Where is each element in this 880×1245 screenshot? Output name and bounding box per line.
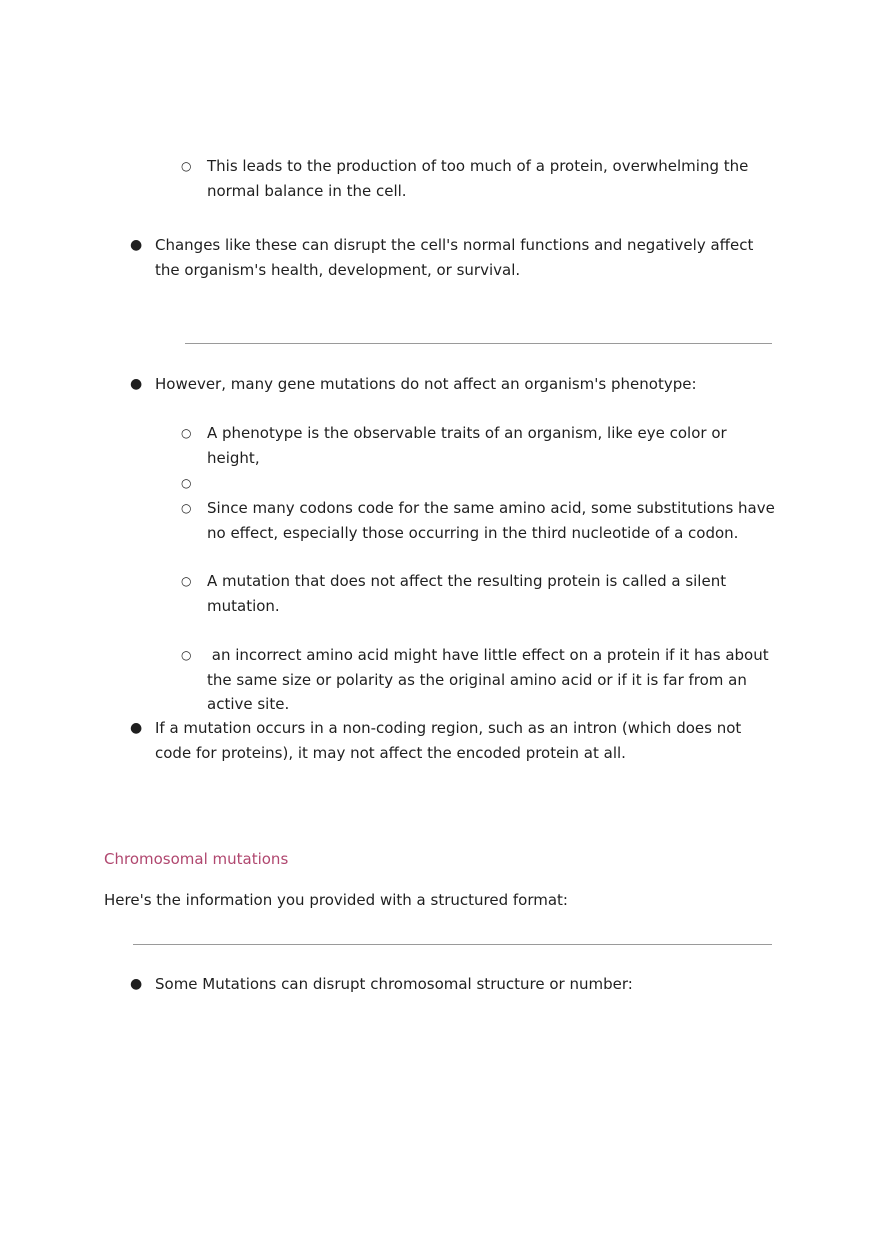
hollow-bullet-icon: ○ <box>181 648 192 662</box>
list-item-text: Changes like these can disrupt the cell's normal functions and negatively affect the organism's health, development, or survival. <box>155 236 754 279</box>
hollow-bullet-icon: ○ <box>181 426 192 440</box>
hollow-bullet-icon: ○ <box>181 501 192 515</box>
hollow-bullet-icon: ○ <box>181 159 192 173</box>
list-item-text: an incorrect amino acid might have little effect on a protein if it has about the same size or polarity as the original amino acid or if it is far from an active site. <box>207 646 774 713</box>
hollow-bullet-icon: ○ <box>181 574 192 588</box>
horizontal-divider <box>133 944 772 945</box>
filled-bullet-icon: ● <box>130 976 143 992</box>
section-heading: Chromosomal mutations <box>104 850 289 868</box>
list-item-text: Some Mutations can disrupt chromosomal structure or number: <box>155 975 633 993</box>
list-item-text: Since many codons code for the same amino acid, some substitutions have no effect, especially those occurring in the third nucleotide of a codon. <box>207 499 775 542</box>
filled-bullet-icon: ● <box>130 237 143 253</box>
list-item-text: A phenotype is the observable traits of an organism, like eye color or height, <box>207 424 727 467</box>
paragraph: Here's the information you provided with a structured format: <box>104 891 568 909</box>
list-item-text: A mutation that does not affect the resulting protein is called a silent mutation. <box>207 572 727 615</box>
hollow-bullet-icon: ○ <box>181 476 192 490</box>
list-item-text: However, many gene mutations do not affect an organism's phenotype: <box>155 375 697 393</box>
list-item-text: This leads to the production of too much of a protein, overwhelming the normal balance in the cell. <box>207 157 749 200</box>
horizontal-divider <box>185 343 772 344</box>
filled-bullet-icon: ● <box>130 376 143 392</box>
filled-bullet-icon: ● <box>130 720 143 736</box>
list-item-text: If a mutation occurs in a non-coding region, such as an intron (which does not code for proteins), it may not affect the encoded protein at all. <box>155 719 742 762</box>
